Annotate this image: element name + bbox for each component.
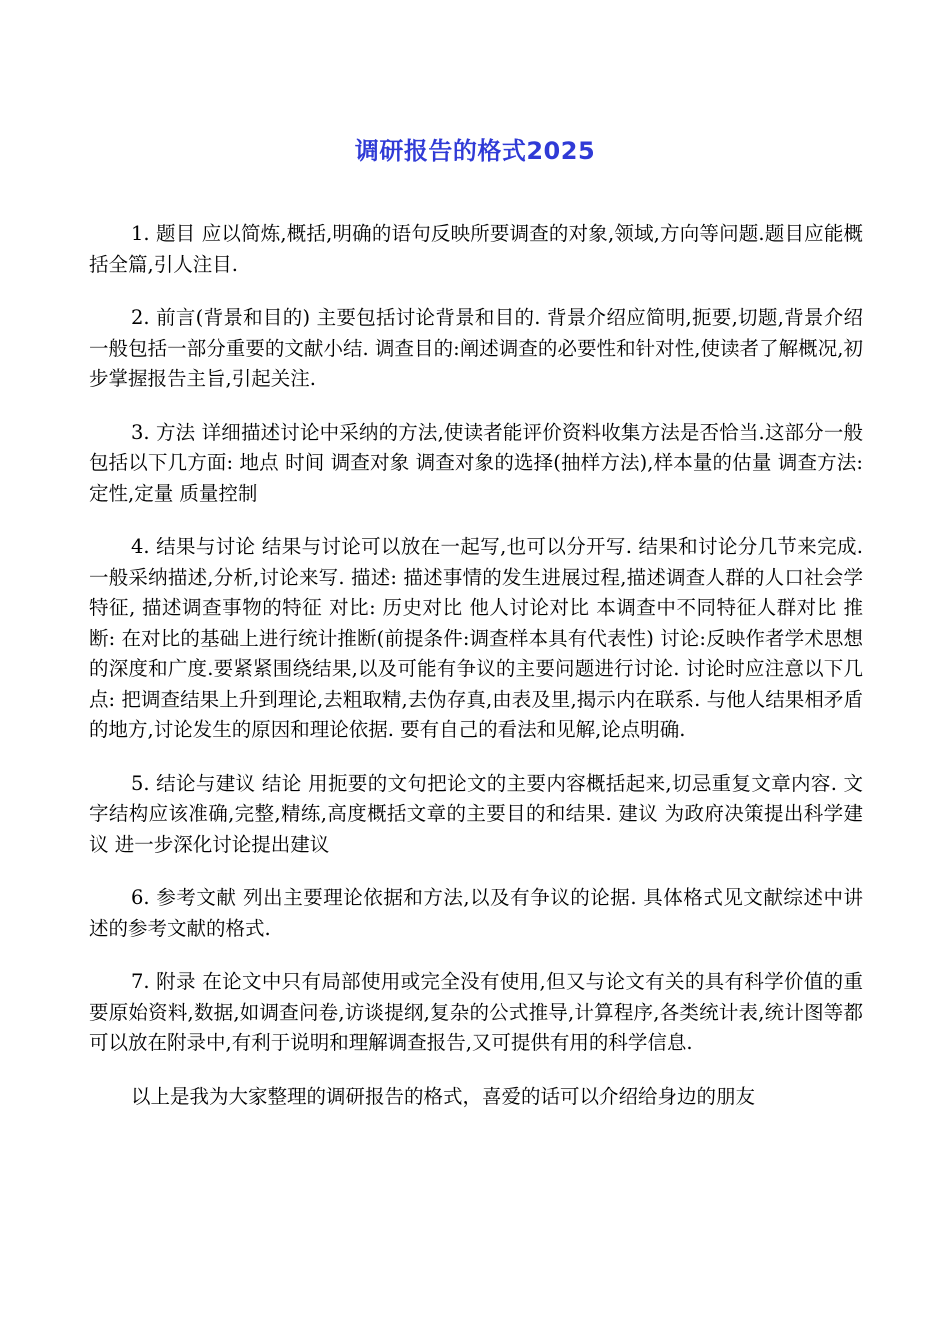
paragraph-preface-section: 2. 前言(背景和目的) 主要包括讨论背景和目的. 背景介绍应简明,扼要,切题,背景介绍一般包括一部分重要的文献小结. 调查目的:阐述调查的必要性和针对性,使读者了解概况,初步掌握报告主旨,引起关注.: [89, 306, 863, 390]
document-title: 调研报告的格式2025: [354, 137, 596, 165]
paragraph-closing: 以上是我为大家整理的调研报告的格式，喜爱的话可以介绍给身边的朋友: [131, 1084, 756, 1108]
paragraph-method-section: 3. 方法 详细描述讨论中采纳的方法,使读者能评价资料收集方法是否恰当.这部分一般包括以下几方面: 地点 时间 调查对象 调查对象的选择(抽样方法),样本量的估量 调查方法:定性,定量 质量控制: [89, 420, 863, 505]
paragraph-results-section: 4. 结果与讨论 结果与讨论可以放在一起写,也可以分开写. 结果和讨论分几节来完成.一般采纳描述,分析,讨论来写. 描述: 描述事情的发生进展过程,描述调查人群的人口社会学特征, 描述调查事物的特征 对比: 历史对比 他人讨论对比 本调查中不同特征人群对比 推断: 在对比的基础上进行统计推断(前提条件:调查样本具有代表性) 讨论:反映作者学术思想的深度和广度.要紧紧围绕结果,以及可能有争议的主要问题进行讨论. 讨论时应注意以下几点: 把调查结果上升到理论,去粗取精,去伪存真,由表及里,揭示内在联系. 与他人结果相矛盾的地方,讨论发生的原因和理论依据. 要有自己的看法和见解,论点明确.: [89, 535, 863, 741]
document-body: [89, 219, 863, 1135]
paragraph-title-section: 1. 题目 应以简炼,概括,明确的语句反映所要调查的对象,领域,方向等问题.题目应能概括全篇,引人注目.: [89, 222, 863, 276]
paragraph-references-section: 6. 参考文献 列出主要理论依据和方法,以及有争议的论据. 具体格式见文献综述中讲述的参考文献的格式.: [89, 886, 863, 940]
paragraph-conclusion-section: 5. 结论与建议 结论 用扼要的文句把论文的主要内容概括起来,切忌重复文章内容. 文字结构应该准确,完整,精练,高度概括文章的主要目的和结果. 建议 为政府决策提出科学建议 进一步深化讨论提出建议: [89, 771, 863, 856]
paragraph-appendix-section: 7. 附录 在论文中只有局部使用或完全没有使用,但又与论文有关的具有科学价值的重要原始资料,数据,如调查问卷,访谈提纲,复杂的公式推导,计算程序,各类统计表,统计图等都可以放在附录中,有利于说明和理解调查报告,又可提供有用的科学信息.: [89, 970, 863, 1054]
